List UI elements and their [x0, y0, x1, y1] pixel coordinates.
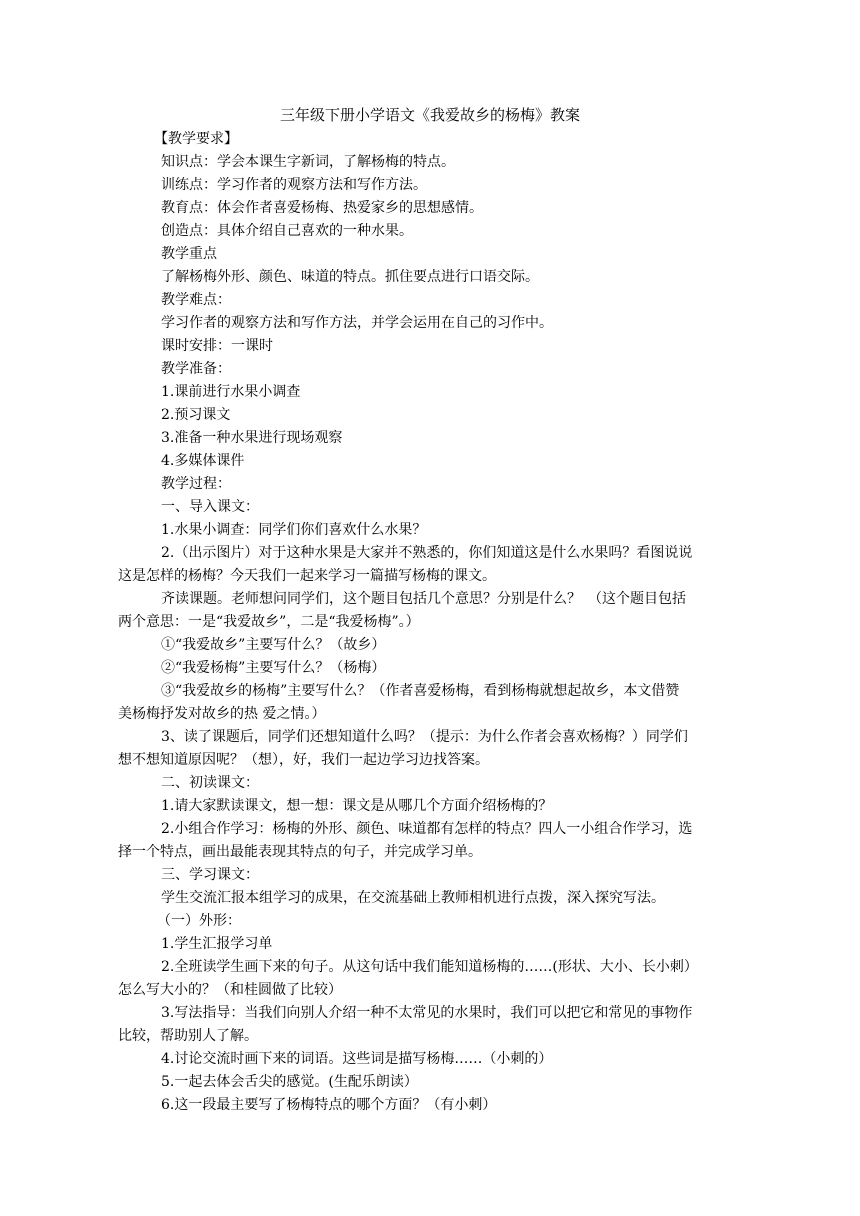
- paragraph-line: 择一个特点，画出最能表现其特点的句子，并完成学习单。: [118, 844, 482, 860]
- list-item: 2.预习课文: [161, 407, 231, 423]
- document-body: [118, 128, 731, 1117]
- paragraph-line: 2.全班读学生画下来的句子。从这句话中我们能知道杨梅的……(形状、大小、长小刺）: [161, 959, 698, 975]
- paragraph: 创造点：具体介绍自己喜欢的一种水果。: [161, 223, 413, 239]
- paragraph: 教育点：体会作者喜爱杨梅、热爱家乡的思想感情。: [161, 200, 483, 216]
- document-title: 三年级下册小学语文《我爱故乡的杨梅》教案: [279, 106, 580, 124]
- paragraph: 了解杨梅外形、颜色、味道的特点。抓住要点进行口语交际。: [161, 269, 539, 285]
- list-item: 1.请大家默读课文，想一想：课文是从哪几个方面介绍杨梅的？: [161, 798, 553, 814]
- paragraph-line: 2.小组合作学习：杨梅的外形、颜色、味道都有怎样的特点？四人一小组合作学习，选: [161, 821, 693, 837]
- section-heading-difficulty: 教学难点：: [161, 292, 231, 308]
- section-heading-requirements: 【教学要求】: [154, 131, 238, 147]
- list-item: 5.一起去体会舌尖的感觉。(生配乐朗读）: [161, 1074, 418, 1090]
- list-item: 1.水果小调查：同学们你们喜欢什么水果？: [161, 522, 427, 538]
- paragraph-line: 3.写法指导：当我们向别人介绍一种不太常见的水果时，我们可以把它和常见的事物作: [161, 1005, 693, 1021]
- paragraph-line: 想不想知道原因呢？（想），好，我们一起边学习边找答案。: [118, 752, 489, 768]
- paragraph-line: 比较，帮助别人了解。: [118, 1028, 258, 1044]
- list-item: ②“我爱杨梅”主要写什么？（杨梅）: [161, 660, 386, 676]
- paragraph: 学生交流汇报本组学习的成果，在交流基础上教师相机进行点拨，深入探究写法。: [161, 890, 665, 906]
- paragraph: 学习作者的观察方法和写作方法，并学会运用在自己的习作中。: [161, 315, 553, 331]
- paragraph-line: 这是怎样的杨梅？今天我们一起来学习一篇描写杨梅的课文。: [118, 568, 496, 584]
- list-item: 6.这一段最主要写了杨梅特点的哪个方面？（有小刺）: [161, 1097, 497, 1113]
- list-item: 4.多媒体课件: [161, 453, 245, 469]
- paragraph-line: 2.（出示图片）对于这种水果是大家并不熟悉的，你们知道这是什么水果吗？看图说说: [161, 545, 693, 561]
- paragraph: 训练点：学习作者的观察方法和写作方法。: [161, 177, 427, 193]
- list-item: ①“我爱故乡”主要写什么？（故乡）: [161, 637, 386, 653]
- paragraph: 知识点：学会本课生字新词，了解杨梅的特点。: [161, 154, 455, 170]
- list-item: 4.讨论交流时画下来的词语。这些词是描写杨梅……（小刺的）: [161, 1051, 553, 1067]
- subsection-heading: 二、初读课文：: [161, 775, 259, 791]
- paragraph-line: 两个意思：一是“我爱故乡”，二是“我爱杨梅”。）: [118, 614, 420, 630]
- paragraph-line: 3、读了课题后，同学们还想知道什么吗？（提示：为什么作者会喜欢杨梅？）同学们: [161, 729, 688, 745]
- paragraph-line: ③“我爱故乡的杨梅”主要写什么？（作者喜爱杨梅，看到杨梅就想起故乡，本文借赞: [161, 683, 680, 699]
- section-heading-focus: 教学重点: [161, 246, 217, 262]
- list-item: 3.准备一种水果进行现场观察: [161, 430, 343, 446]
- list-item: 1.学生汇报学习单: [161, 936, 273, 952]
- paragraph: 课时安排：一课时: [161, 338, 273, 354]
- section-heading-preparation: 教学准备：: [161, 361, 231, 377]
- paragraph-line: 美杨梅抒发对故乡的热 爱之情。）: [118, 706, 326, 722]
- section-heading-process: 教学过程：: [161, 476, 231, 492]
- subsection-heading: 一、导入课文：: [161, 499, 259, 515]
- paragraph-line: 怎么写大小的？（和桂圆做了比较）: [118, 982, 342, 998]
- subsection-heading: （一）外形：: [157, 913, 241, 929]
- subsection-heading: 三、学习课文：: [161, 867, 259, 883]
- list-item: 1.课前进行水果小调查: [161, 384, 301, 400]
- paragraph-line: 齐读课题。老师想问同学们，这个题目包括几个意思？分别是什么？ （这个题目包括: [161, 591, 686, 607]
